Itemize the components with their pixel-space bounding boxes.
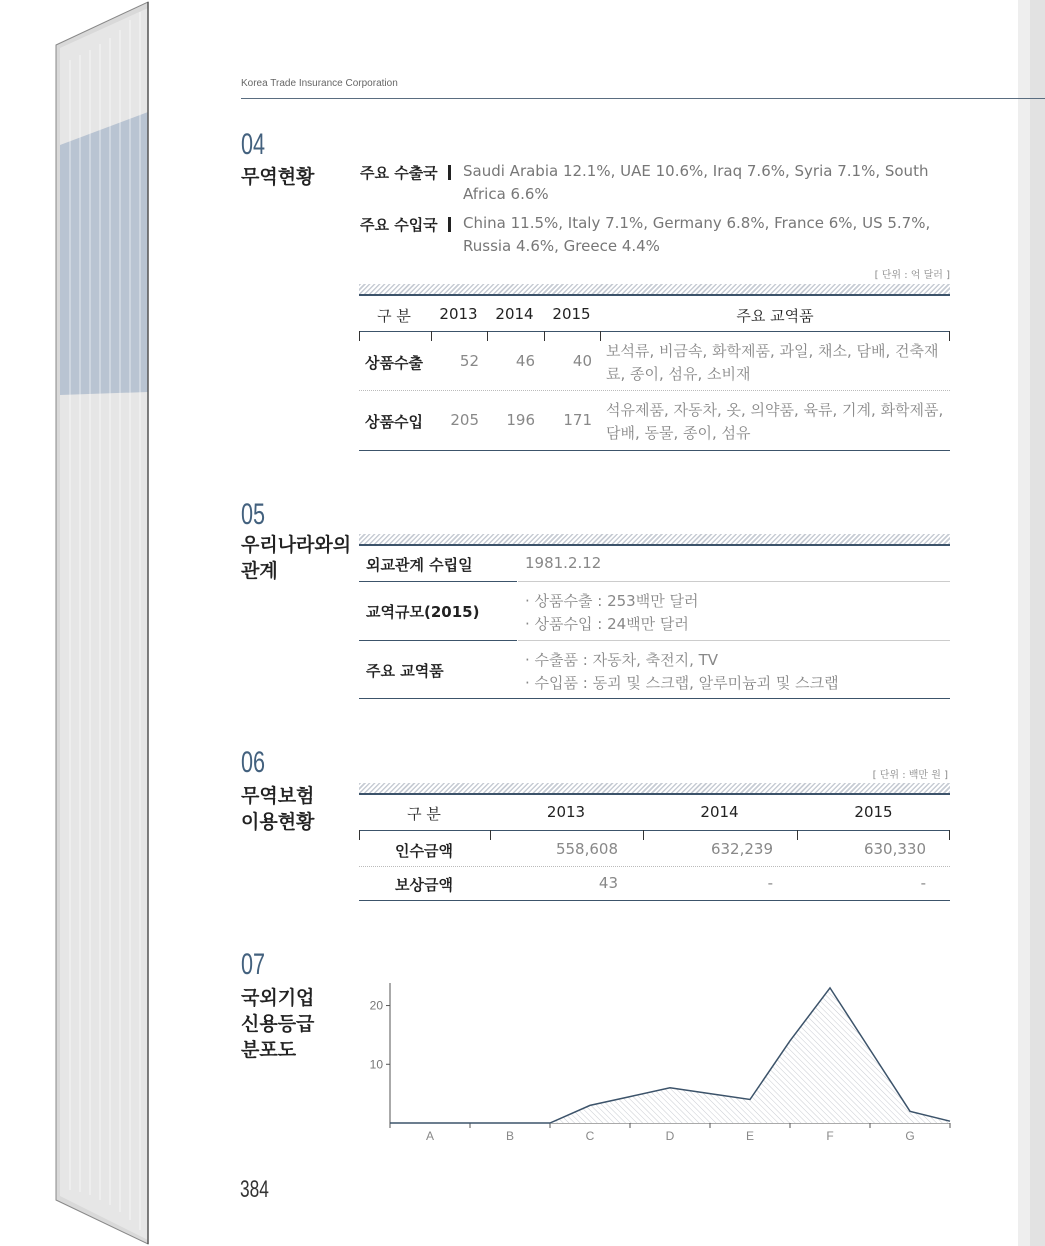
page-number: 384 (240, 1176, 269, 1203)
table-bottom-rule (359, 698, 950, 699)
import-countries-text: China 11.5%, Italy 7.1%, Germany 6.8%, France 6%, US 5.7%, Russia 4.6%, Greece 4.4% (463, 214, 931, 255)
y-tick-label: 20 (369, 998, 383, 1013)
table-hatch-header (359, 783, 950, 793)
trade-unit-label: [ 단위 : 억 달러 ] (874, 270, 950, 281)
table-hatch-header (359, 534, 950, 544)
section-05-title: 우리나라와의 관계 (241, 534, 352, 582)
x-tick-label: C (585, 1129, 595, 1143)
table-bottom-rule (359, 450, 950, 451)
row-divider (359, 390, 950, 391)
section-07-title: 국외기업 신용등급 분포도 (241, 987, 315, 1061)
table-top-rule (359, 294, 950, 296)
row-divider (518, 640, 950, 641)
relation-label-trade-volume: 교역규모(2015) (366, 603, 480, 621)
row-label-underwriting: 인수금액 (395, 842, 453, 860)
relation-value-import-goods: · 수입품 : 동괴 및 스크랩, 알루미늄괴 및 스크랩 (525, 674, 839, 692)
label-bar (448, 165, 451, 180)
column-tick (359, 331, 360, 341)
export-countries-label: 주요 수출국 (360, 164, 438, 182)
cell-goods: 석유제품, 자동차, 옷, 의약품, 육류, 기계, 화학제품, 담배, 동물, 종이, 섬유 (606, 401, 944, 442)
y-tick-label: 10 (369, 1057, 383, 1072)
table-header-2015: 2015 (854, 803, 893, 821)
x-tick-label: G (905, 1129, 915, 1143)
table-header-rule (359, 331, 950, 332)
relation-label-goods: 주요 교역품 (366, 662, 444, 680)
cell-2015: 40 (572, 352, 592, 370)
cell-goods: 보석류, 비금속, 화학제품, 과일, 채소, 담배, 건축재료, 종이, 섬유, 소비재 (606, 342, 939, 383)
section-06-number: 06 (241, 746, 266, 779)
x-tick-label: A (425, 1129, 435, 1143)
label-divider (359, 640, 517, 641)
column-tick (431, 331, 432, 341)
table-top-rule (359, 544, 950, 546)
cell-2013: 558,608 (555, 840, 618, 858)
label-divider (359, 581, 517, 582)
column-tick (544, 331, 545, 341)
row-divider (359, 866, 950, 867)
section-06-title: 무역보험 이용현황 (241, 785, 315, 833)
row-label-import: 상품수입 (365, 413, 423, 431)
import-countries-label: 주요 수입국 (360, 216, 438, 234)
cell-2015: - (920, 874, 926, 892)
table-header-2013: 2013 (439, 305, 478, 323)
cell-2013: 43 (598, 874, 618, 892)
relation-value-export-goods: · 수출품 : 자동차, 축전지, TV (525, 651, 719, 669)
table-top-rule (359, 793, 950, 795)
table-hatch-header (359, 284, 950, 294)
cell-2014: 46 (515, 352, 535, 370)
table-header-goods: 주요 교역품 (736, 307, 814, 325)
column-tick (600, 331, 601, 341)
table-header-rule (359, 830, 950, 831)
x-tick-label: F (826, 1129, 834, 1143)
column-tick (490, 830, 491, 840)
column-tick (949, 830, 950, 840)
row-label-export: 상품수출 (365, 354, 423, 372)
cell-2015: 171 (563, 411, 592, 429)
table-header-category: 구 분 (377, 307, 411, 325)
table-bottom-rule (359, 900, 950, 901)
table-header-2013: 2013 (546, 803, 586, 821)
x-tick-label: B (505, 1129, 515, 1143)
section-07-number: 07 (241, 948, 266, 981)
column-tick (487, 331, 488, 341)
table-header-2014: 2014 (700, 803, 739, 821)
cell-2013: 52 (459, 352, 479, 370)
series-area (390, 988, 950, 1123)
table-header-2014: 2014 (495, 305, 534, 323)
column-tick (359, 830, 360, 840)
credit-distribution-chart (355, 975, 955, 1150)
header-rule (241, 98, 1045, 99)
cell-2014: 632,239 (710, 840, 773, 858)
column-tick (643, 830, 644, 840)
table-header-2015: 2015 (552, 305, 591, 323)
row-divider (518, 581, 950, 582)
cell-2014: - (767, 874, 773, 892)
relation-label-established: 외교관계 수립일 (366, 556, 473, 574)
cell-2014: 196 (506, 411, 535, 429)
relation-value-established: 1981.2.12 (525, 554, 602, 572)
x-tick-label: E (745, 1129, 755, 1143)
table-header-category: 구 분 (407, 805, 441, 823)
section-04-number: 04 (241, 128, 266, 161)
row-label-compensation: 보상금액 (395, 876, 453, 894)
section-05-number: 05 (241, 498, 266, 531)
x-tick-label: D (665, 1129, 675, 1143)
cell-2013: 205 (450, 411, 479, 429)
relation-value-import: · 상품수입 : 24백만 달러 (525, 615, 689, 633)
section-04-title: 무역현황 (241, 166, 315, 188)
running-header: Korea Trade Insurance Corporation (241, 78, 398, 89)
label-bar (448, 217, 451, 232)
cell-2015: 630,330 (863, 840, 926, 858)
column-tick (797, 830, 798, 840)
relation-value-export: · 상품수출 : 253백만 달러 (525, 592, 699, 610)
insurance-unit-label: [ 단위 : 백만 원 ] (872, 770, 948, 781)
export-countries-text: Saudi Arabia 12.1%, UAE 10.6%, Iraq 7.6%, Syria 7.1%, South Africa 6.6% (463, 162, 929, 203)
